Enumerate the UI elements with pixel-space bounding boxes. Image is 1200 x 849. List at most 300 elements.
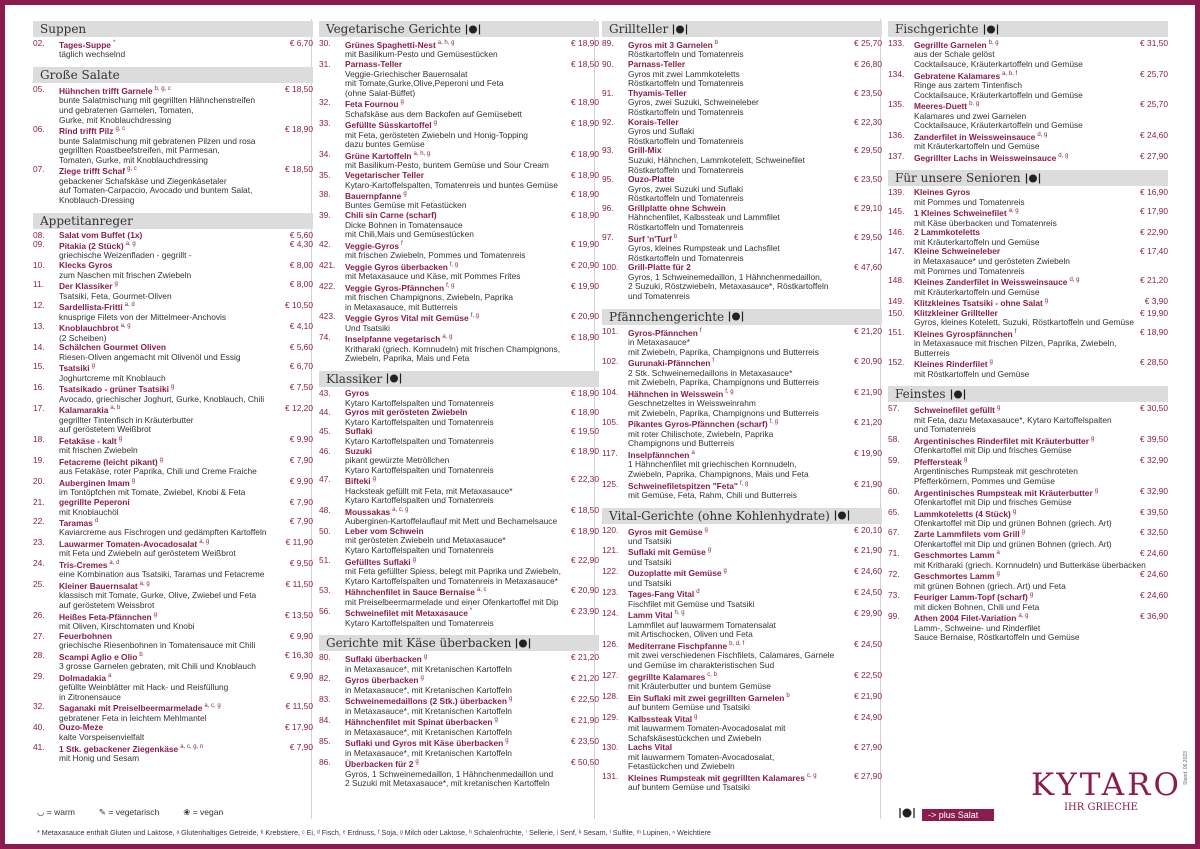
menu-item-row [888,528,1168,539]
allergen-tags: g [996,571,1000,578]
menu-item-row [319,758,599,769]
item-name-text: Klecks Gyros [59,261,113,271]
item-name [59,125,263,136]
allergen-tags: a, b [110,405,121,412]
menu-item-row [888,404,1168,415]
allergen-tags: g [423,654,428,661]
plate-icon [950,389,966,400]
kytaro-logo [1031,767,1182,813]
item-name-text: Lauwarmer Tomaten-Avocadosalat [59,538,198,549]
item-price: € 20,90 [571,259,599,270]
item-number: 22. [33,516,45,527]
item-number: 25. [33,579,45,590]
item-description: 2 Suzuki mit Metaxasauce*, mit kretanischen Kartoffeln [345,779,550,789]
item-name-text: Pitakia (2 Stück) [59,240,124,251]
item-price: € 17,40 [1140,246,1168,257]
allergen-tags: f, g [725,388,734,395]
item-price: € 32,50 [1140,527,1168,538]
menu-item-row [602,263,882,273]
item-number: 67. [888,527,900,538]
item-description: Gyros, kleines Kotelett, Suzuki, Röstkartoffeln und Gemüse [914,318,1135,328]
item-name [628,588,832,599]
item-name-text: gegrillte Peperoni [59,497,130,507]
section-title: Feinstes [895,387,946,402]
item-description: Röstkartoffeln und Tomatenreis [628,165,744,175]
item-number: 23. [33,537,45,548]
item-price: € 6,70 [289,361,313,372]
menu-item-row [319,98,599,109]
item-price: € 22,30 [854,116,882,127]
menu-item [319,695,599,716]
allergen-tags: g [996,405,1001,412]
item-number: 92. [602,116,614,127]
menu-item [33,477,313,498]
item-name-text: Tages-Fang Vital [628,589,695,600]
item-description: Hacksteak gefüllt mit Feta, mit Metaxasauce* [345,486,513,496]
item-description: auf buntem Gemüse und Tsatsiki [628,783,750,793]
menu-item [33,743,313,764]
menu-item [33,632,313,651]
item-name-text: Zarte Lammfilets vom Grill [914,529,1020,540]
menu-item [602,772,882,793]
item-price: € 24,60 [1140,590,1168,601]
item-price: € 10,50 [285,300,313,311]
allergen-tags: f [699,327,702,334]
menu-item [33,456,313,477]
menu-item [888,247,1168,276]
menu-item-row [888,228,1168,238]
menu-item-row [319,171,599,181]
item-description: Gyros, zwei Suzuki und Suflaki [628,184,743,194]
item-number: 05. [33,83,45,94]
menu-item [33,723,313,742]
item-name [914,188,1118,198]
menu-section [319,21,599,364]
section-title: Gerichte mit Käse überbacken [326,636,512,651]
item-number: 74. [319,332,331,343]
plate-icon [672,24,688,35]
item-description: mit Basilikum-Pesto und Gemüsestücken [345,50,498,60]
item-name-text: Überbacken für 2 [345,758,414,769]
item-description: im Tontöpfchen mit Tomate, Zwiebel, Knobi & Feta [59,488,246,498]
item-description: Kytaro Kartoffelspalten und Tomatenreis [345,618,494,628]
item-name-text: Suzuki [345,446,372,456]
item-number: 72. [888,569,900,580]
item-name [914,570,1118,581]
section-header [319,21,599,37]
item-name [59,517,263,528]
item-name-text: Taramas [59,517,93,528]
item-number: 15. [33,361,45,372]
menu-item-row [319,427,599,437]
item-name-text: 2 Lammkoteletts [914,228,981,238]
item-price: € 18,90 [571,38,599,48]
item-number: 136. [888,129,905,140]
menu-item-row [33,240,313,251]
menu-item [319,190,599,211]
menu-item-row [33,165,313,176]
menu-item-row [888,612,1168,623]
item-name-text: Feuriger Lamm-Topf (scharf) [914,592,1028,603]
item-description: mit Tomate,Gurke,Olive,Peperoni und Feta [345,79,504,89]
item-price: € 19,90 [571,280,599,291]
item-number: 421. [319,259,336,270]
item-name-text: Veggie Gyros überbacken [345,261,448,272]
item-name [914,591,1118,602]
allergen-tags: g [131,477,136,484]
item-name-text: Tsatsikado - grüner Tsatsiki [59,384,169,395]
plate-icon [386,373,402,384]
item-name-text: Schälchen Gourmet Oliven [59,343,167,353]
menu-item-row [33,404,313,415]
item-name [628,233,832,244]
menu-item [888,152,1168,163]
item-price: € 12,20 [285,403,313,414]
allergen-tags: a, g [199,539,210,546]
item-description: gebackener Schafskäse und Ziegenkäsetaler [59,176,227,186]
item-description: in Metaxasauce*, mit Kretanischen Kartoffeln [345,748,512,758]
menu-item-row [888,276,1168,287]
section-title: Fischgerichte [895,22,979,36]
item-number: 58. [888,433,900,444]
item-description: mit Kräuterbutter und buntem Gemüse [628,681,771,691]
item-number: 120. [602,524,619,535]
item-number: 152. [888,357,905,368]
allergen-tags: f, g [739,480,749,487]
item-description: Kaviarcreme aus Fischrogen und gedämpften Kartoffeln [59,528,267,538]
menu-item-row [319,716,599,727]
item-name-text: Parnass-Teller [345,59,403,69]
item-name [914,297,1118,308]
item-name-text: Kleiner Bauernsalat [59,580,138,591]
menu-item-row [319,674,599,685]
allergen-tags: a, h, g [437,40,455,46]
menu-item [888,487,1168,508]
item-name-text: Salat vom Buffet (1x) [59,230,143,240]
allergen-tags: a, c, g [204,703,221,710]
item-description: Auberginen-Kartoffelauflauf mit Mett und Bechamelsauce [345,517,558,527]
menu-item-row [602,588,882,599]
allergen-tags: g [420,675,424,682]
item-price: € 24,60 [854,566,882,577]
item-description: mit Basilikum-Pesto, buntem Gemüse und Sour Cream [345,161,549,171]
item-number: 73. [888,590,900,601]
item-description: Sauce Bernaise, Röstkartoffeln und Gemüse [914,633,1080,643]
item-description: in Zitronensauce [59,692,121,702]
menu-item-row [888,100,1168,111]
item-description: Lamm-, Schweine- und Rinderfilet [914,623,1041,633]
allergen-tags: g [403,191,407,198]
allergen-tags: b, d, f [729,641,745,648]
item-number: 121. [602,545,619,556]
item-price: € 4,10 [289,321,313,332]
menu-column-1 [33,21,313,771]
allergen-tags: * [469,608,473,615]
allergen-tags: g [723,568,727,575]
section-title: Vegetarische Gerichte [326,22,462,36]
menu-item [33,404,313,435]
item-name [628,526,832,537]
item-description: in Metaxasauce, mit Butterreis [345,302,458,312]
menu-item [602,388,882,419]
item-price: € 5,60 [289,342,313,353]
menu-item [888,528,1168,549]
section-header [602,309,882,325]
item-description: Röstkartoffeln und Tomatenreis [628,50,744,60]
warm-icon: ◡ [37,807,45,817]
item-name-text: Korais-Teller [628,117,679,127]
item-description: mit Oliven, Kirschtomaten und Knobi [59,622,195,632]
item-description: bunte Salatmischung mit gebratenen Pilzen und rosa [59,136,256,146]
menu-item-row [319,119,599,130]
item-name-text: Kleines Zanderfilet in Weissweinsauce [914,277,1068,288]
item-price: € 18,90 [1140,326,1168,337]
menu-item-row [33,559,313,570]
item-description: auf geröstetem Weissbrot [59,601,155,611]
allergen-tags: f [401,240,403,247]
item-name [628,480,832,491]
item-price: € 18,90 [285,124,313,135]
section-header [33,21,313,37]
item-name-text: Gyros mit 3 Garnelen [628,39,713,50]
legend-vegan-label: = vegan [192,807,224,817]
item-name [59,240,263,251]
item-name [59,477,263,488]
item-description: Gyros, 1 Schweinemedaillon, 1 Hähnchenmedaillon und [345,769,554,779]
menu-item-row [33,611,313,622]
allergen-tags: d, g [1069,277,1080,284]
menu-item [602,357,882,388]
item-name [345,607,549,618]
item-name [914,228,1118,238]
menu-item [602,233,882,264]
menu-item-row [33,651,313,662]
item-price: € 18,90 [571,148,599,159]
item-name-text: Fetacreme (leicht pikant) [59,456,158,467]
item-number: 101. [602,325,619,336]
menu-item [602,480,882,501]
item-description: mit Chili,Mais und Gemüsestücken [345,230,474,240]
item-name-text: Kalbssteak Vital [628,713,693,724]
item-price: € 11,50 [285,579,313,590]
menu-item [319,674,599,695]
item-description: griechische Weizenfladen - gegrillt - [59,251,192,261]
menu-item-row [33,456,313,467]
allergen-tags: f [1014,328,1017,335]
item-description: mit Feta, dazu Metaxasauce*, Kytaro Kartoffelspalten [914,415,1112,425]
item-number: 40. [33,722,45,733]
item-name [628,118,832,128]
item-number: 150. [888,307,905,318]
item-number: 105. [602,417,619,428]
item-price: € 25,70 [1140,68,1168,79]
item-name-text: Veggie Gyros-Pfännchen [345,282,445,293]
item-name [59,404,263,415]
item-description: Gyros, kleines Rumpsteak und Lachsfilet [628,244,780,254]
section-title: Suppen [40,22,87,36]
item-description: Cocktailsauce, Kräuterkartoffeln und Gemüse [914,90,1083,100]
item-description: Cocktailsauce, Kräuterkartoffeln und Gemüse [914,59,1083,69]
allergen-tags: a [691,449,695,456]
item-name-text: Grünes Spaghetti-Nest [345,39,436,50]
item-number: 29. [33,670,45,681]
menu-section [888,170,1168,379]
item-description: 2 Stk. Schweinemedaillons in Metaxasauce* [628,368,793,378]
menu-item [33,580,313,611]
item-description: knusprige Filets von der Mittelmeer-Anchovis [59,312,227,322]
item-description: Kytaro Kartoffelspalten und Tomatenreis [345,496,494,506]
item-description: mit frischen Zwiebeln [59,446,138,456]
menu-section [602,508,882,793]
allergen-tags: d [94,518,99,525]
item-price: € 18,50 [571,58,599,69]
item-description: bunte Salatmischung mit gegrillten Hähnchenstreifen [59,96,255,106]
menu-item-row [33,261,313,271]
item-name-text: Saganaki mit Preiselbeermarmelade [59,703,203,714]
item-number: 104. [602,386,619,397]
item-number: 102. [602,356,619,367]
item-number: 41. [33,741,45,752]
item-price: € 29,90 [854,608,882,619]
plate-icon [834,510,850,521]
menu-item-row [319,695,599,706]
item-description: gegrillten Roastbeefstreifen, mit Parmesan, [59,146,220,156]
item-name-text: Kleines Gyros [914,188,971,198]
item-name-text: gegrillte Kalamares [628,671,706,682]
item-description: Tomaten, Gurke, mit Knoblauchdressing [59,155,208,165]
item-name [628,609,832,620]
item-description: mit Zwiebeln, Paprika, Champignons und Butterreis [628,408,819,418]
menu-item-row [319,150,599,161]
menu-item [319,475,599,506]
item-name-text: Gebratene Kalamares [914,70,1001,81]
section-header [602,21,882,37]
item-name [59,611,263,622]
item-description: mit lauwarmem Tomaten-Avocadosalat, [628,752,775,762]
item-number: 27. [33,630,45,641]
item-name-text: Lamm Vital [628,610,673,621]
menu-item [602,546,882,567]
item-description: mit zwei verschiedenen Fischfilets, Calamares, Garnele [628,651,835,661]
menu-item-row [888,70,1168,81]
item-price: € 19,90 [1140,307,1168,318]
menu-item [602,449,882,480]
item-name-text: Kleine Schweineleber [914,247,1001,257]
menu-item-row [888,508,1168,519]
item-number: 19. [33,454,45,465]
item-price: € 18,90 [571,210,599,221]
item-description: Kytaro Kartoffelspalten und Tomatenreis [345,546,494,556]
item-price: € 22,90 [1140,227,1168,238]
allergen-tags: b [139,651,143,658]
menu-item [602,118,882,147]
menu-section [602,309,882,501]
menu-item-row [319,39,599,50]
item-number: 59. [888,454,900,465]
menu-item-row [602,418,882,429]
menu-item [33,231,313,241]
menu-item-row [33,343,313,353]
item-name [59,580,263,591]
menu-item [33,517,313,538]
allergen-tags: g [1029,592,1034,599]
item-description: Gyros und Suflaki [628,127,695,137]
item-description: aus Fetakäse, roter Paprika, Chili und Creme Fraiche [59,467,257,477]
item-name-text: Vegetarischer Teller [345,170,424,180]
item-number: 30. [319,38,331,48]
item-number: 133. [888,38,905,48]
menu-item [319,527,599,556]
item-description: Gyros, zwei Suzuki, Schweineleber [628,98,759,108]
menu-item-row [888,39,1168,50]
item-description: Champignons und Butterreis [628,439,735,449]
item-name-text: Gyros [345,388,370,398]
section-title: Klassiker [326,371,383,386]
item-name-text: Hähnchenfilet mit Spinat überbacken [345,716,493,727]
section-header [33,213,313,229]
item-price: € 20,90 [571,311,599,322]
allergen-tags: b [786,692,790,699]
item-name [59,231,263,241]
item-number: 96. [602,202,614,213]
item-name-text: Fetakäse - kalt [59,435,117,446]
item-number: 12. [33,300,45,311]
item-description: mit Kräuterkartoffeln und Gemüse [914,237,1040,247]
item-number: 06. [33,124,45,135]
item-name [914,456,1118,467]
item-price: € 16,30 [285,649,313,660]
item-name-text: Grill-Mix [628,146,662,156]
item-number: 56. [319,606,331,617]
item-price: € 22,30 [571,474,599,485]
item-name [914,39,1118,50]
item-price: € 25,70 [1140,99,1168,110]
item-name [345,447,549,457]
item-price: € 29,50 [854,231,882,242]
item-price: € 24,60 [1140,569,1168,580]
item-description: Buntes Gemüse mit Fetastücken [345,201,467,211]
item-name-text: Auberginen Imam [59,477,130,488]
item-description: 2 Suzuki, Röstzwiebeln, Metaxasauce*, Röstkartoffeln [628,282,829,292]
allergen-tags: d, g [1058,152,1069,159]
item-name-text: Lachs Vital [628,743,673,753]
item-number: 90. [602,58,614,69]
allergen-tags: * [112,40,116,46]
item-price: € 29,50 [854,145,882,156]
item-name [914,276,1118,287]
item-price: € 8,00 [289,279,313,290]
allergen-tags: a, h, g [413,150,431,157]
item-name [345,695,549,706]
menu-item [319,240,599,261]
item-price: € 18,90 [571,169,599,180]
menu-item-row [33,39,313,50]
item-description: Röstkartoffeln und Tomatenreis [628,194,744,204]
item-number: 85. [319,736,331,747]
allergen-tags: g [1044,298,1049,305]
item-name [628,89,832,99]
item-description: 1 Hähnchenfilet mit griechischen Kornnudeln, [628,460,797,470]
item-price: € 27,90 [1140,150,1168,161]
item-name-text: Sardellista-Fritti [59,302,123,313]
menu-item-row [33,477,313,488]
menu-item-row [33,743,313,754]
item-name [59,85,263,96]
menu-item-row [33,301,313,312]
item-description: gefüllte Weinblätter mit Hack- und Reisfüllung [59,683,229,693]
menu-item-row [602,89,882,99]
item-price: € 23,50 [854,87,882,98]
